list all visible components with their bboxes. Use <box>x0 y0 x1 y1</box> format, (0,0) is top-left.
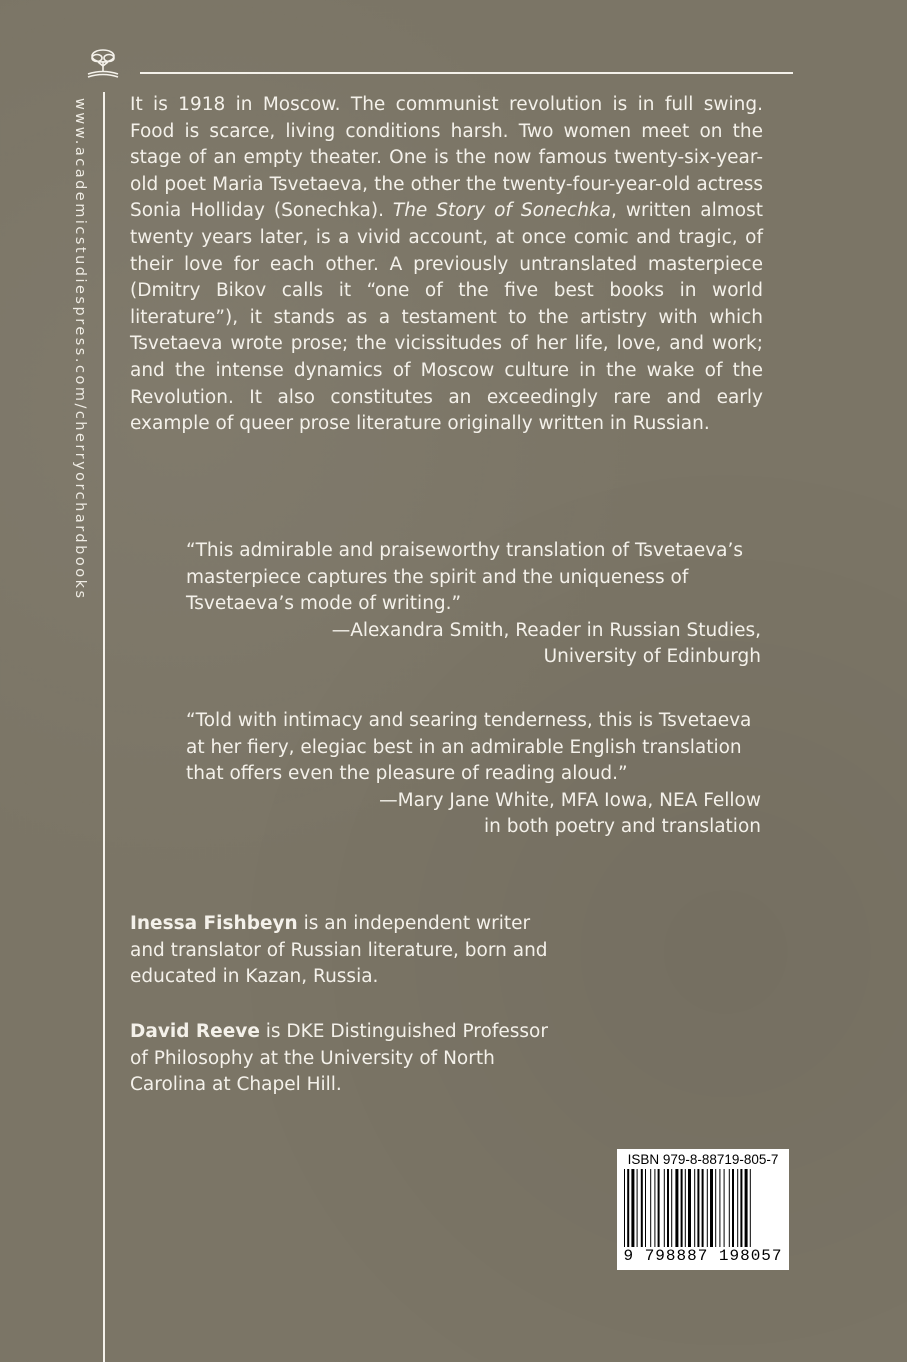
barcode-bar <box>702 1169 704 1247</box>
translator-name: Inessa Fishbeyn <box>130 913 298 934</box>
top-rule <box>140 72 793 74</box>
book-description <box>130 92 763 438</box>
barcode-bar <box>627 1169 629 1247</box>
review-quote-2 <box>186 708 761 841</box>
barcode-bar <box>707 1169 708 1247</box>
barcode-bar <box>650 1169 651 1247</box>
tree-on-book-icon <box>83 44 123 84</box>
barcode-bar <box>685 1169 686 1247</box>
translator-bio <box>130 911 550 991</box>
barcode-bar <box>710 1169 713 1247</box>
barcode-bar <box>688 1169 691 1247</box>
quote-attribution: —Mary Jane White, MFA Iowa, NEA Fellow <box>379 789 761 811</box>
barcode-bar <box>694 1169 695 1247</box>
barcode-bars <box>622 1169 784 1247</box>
barcode-digits: 9 798887 198057 <box>623 1247 783 1265</box>
quote-attribution-affiliation: in both poetry and translation <box>484 816 761 838</box>
publisher-url: www.academicstudiespress.com/cherryorchardbooks <box>72 98 88 601</box>
barcode-bar <box>654 1169 655 1247</box>
description-part-2: , written almost twenty years later, is a vivid account, at once comic and tragic, of their love for each other. A previously untranslated masterpiece (Dmitry Bikov calls it “one of the five best books in world literature”), it stands as a testament to the artistry with which Tsvetaeva wrote prose; the vicissitudes of her life, love, and work; and the intense dynamics of Moscow culture in the wake of the Revolution. It also constitutes an exceedingly rare and early example of queer prose literature originally written in Russian. <box>130 200 763 435</box>
quote-attribution-affiliation: University of Edinburgh <box>543 646 761 668</box>
side-rule <box>103 92 105 1362</box>
barcode-bar <box>740 1169 742 1247</box>
review-quote-1 <box>186 538 761 671</box>
barcode-bar <box>667 1169 669 1247</box>
barcode-bar <box>658 1169 660 1247</box>
quote-attribution: —Alexandra Smith, Reader in Russian Studies, <box>331 619 761 641</box>
quote-text: “This admirable and praiseworthy translation of Tsvetaeva’s masterpiece captures the spirit and the uniqueness of Tsvetaeva’s mode of writing.” <box>186 540 744 615</box>
barcode-bar <box>645 1169 646 1247</box>
barcode-bar <box>715 1169 716 1247</box>
barcode-bar <box>641 1169 643 1247</box>
barcode-bar <box>737 1169 738 1247</box>
barcode-bar <box>671 1169 672 1247</box>
translator-name: David Reeve <box>130 1021 260 1042</box>
barcode-bar <box>745 1169 748 1247</box>
quote-text: “Told with intimacy and searing tenderness, this is Tsvetaeva at her fiery, elegiac best in an admirable English translation that offers even the pleasure of reading aloud.” <box>186 710 752 785</box>
barcode-bar <box>681 1169 683 1247</box>
description-part-1: It is 1918 in Moscow. The communist revolution is in full swing. Food is scarce, living conditions harsh. Two women meet on the stage of an empty theater. One is the now famous twenty-six-year-old poet Maria Tsvetaeva, the other the twenty-four-year-old actress Sonia Holliday (Sonechka). <box>130 94 763 222</box>
barcode-bar <box>750 1169 751 1247</box>
book-title: The Story of Sonechka <box>392 200 611 222</box>
translator-bio <box>130 1019 550 1099</box>
barcode-bar <box>732 1169 734 1247</box>
bio-text: is DKE Distinguished Professor of Philosophy at the University of North Carolina at Chapel Hill. <box>130 1021 548 1096</box>
barcode-bar <box>675 1169 678 1247</box>
barcode-bar <box>637 1169 638 1247</box>
description-paragraph <box>130 92 763 438</box>
barcode-bar <box>697 1169 699 1247</box>
bio-text: is an independent writer and translator of Russian literature, born and educated in Kazan, Russia. <box>130 913 548 988</box>
barcode-bar <box>664 1169 665 1247</box>
isbn-barcode <box>617 1149 789 1270</box>
barcode-bar <box>631 1169 634 1247</box>
isbn-label: ISBN 979-8-88719-805-7 <box>627 1152 779 1167</box>
barcode-bar <box>724 1169 725 1247</box>
barcode-bar <box>719 1169 720 1247</box>
barcode-bar <box>624 1169 625 1247</box>
barcode-bar <box>729 1169 730 1247</box>
